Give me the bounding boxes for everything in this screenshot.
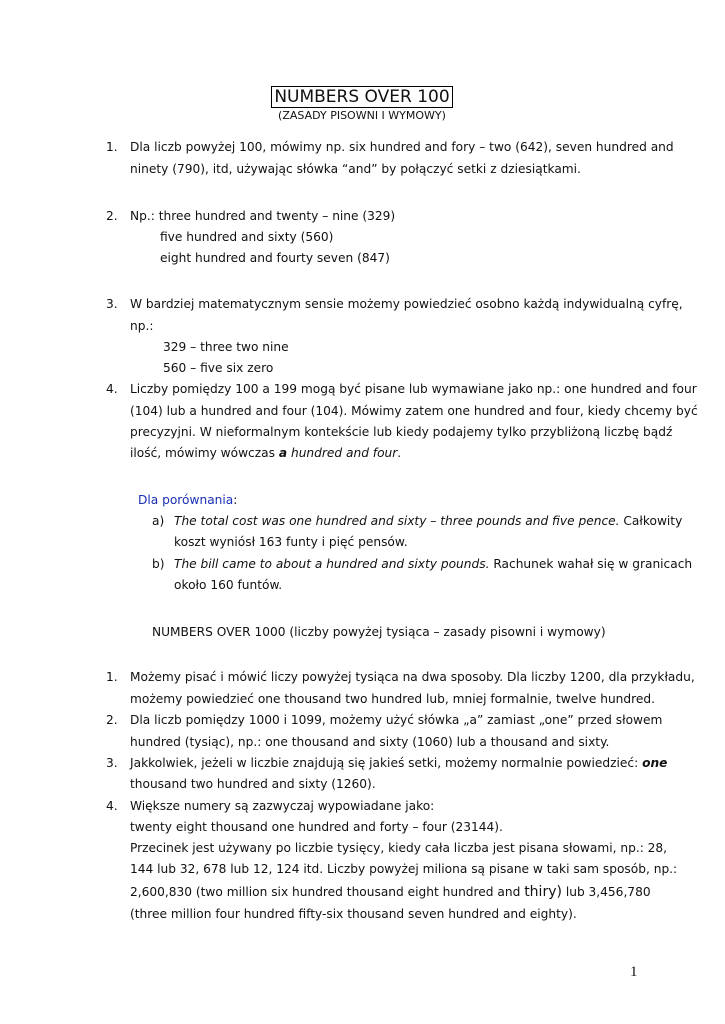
paragraph-line xyxy=(130,756,667,770)
list-number: 1. xyxy=(106,140,118,154)
page-number: 1 xyxy=(630,964,638,980)
list-number: 2. xyxy=(106,209,118,223)
text-run-large: thiry) xyxy=(524,884,562,900)
text-run: . xyxy=(397,446,402,460)
paragraph-line xyxy=(174,514,682,528)
translation: Rachunek wahał się w granicach xyxy=(489,557,693,571)
paragraph-line: (three million four hundred fifty-six thousand seven hundred and eighty). xyxy=(130,907,577,921)
example-line: 329 – three two nine xyxy=(163,340,289,354)
paragraph-line xyxy=(174,557,692,571)
text-run: Jakkolwiek, jeżeli w liczbie znajdują się jakieś setki, możemy normalnie powiedzieć: xyxy=(130,756,643,770)
list-marker: a) xyxy=(152,514,165,528)
example-sentence: The total cost was one hundred and sixty – three pounds and five pence. xyxy=(174,514,620,528)
paragraph-line: Większe numery są zazwyczaj wypowiadane jako: xyxy=(130,799,435,813)
text-run: 2,600,830 (two million six hundred thousand eight hundred and xyxy=(130,885,525,899)
paragraph-line: Dla liczb pomiędzy 1000 i 1099, możemy użyć słówka „a” zamiast „one” przed słowem xyxy=(130,713,663,727)
paragraph-line xyxy=(130,884,651,900)
paragraph-line: około 160 funtów. xyxy=(174,578,283,592)
paragraph-line: Dla liczb powyżej 100, mówimy np. six hundred and fory – two (642), seven hundred and xyxy=(130,140,674,154)
example-line: eight hundred and fourty seven (847) xyxy=(160,251,390,265)
list-number: 2. xyxy=(106,713,118,727)
list-number: 3. xyxy=(106,297,118,311)
list-number: 1. xyxy=(106,670,118,684)
example-line: 560 – five six zero xyxy=(163,361,274,375)
translation: Całkowity xyxy=(619,514,683,528)
page-title: NUMBERS OVER 100 xyxy=(271,86,453,108)
paragraph-line: Przecinek jest używany po liczbie tysięcy, kiedy cała liczba jest pisana słowami, np.: 28, xyxy=(130,841,668,855)
comparison-colon: : xyxy=(233,493,238,507)
list-number: 3. xyxy=(106,756,118,770)
paragraph-line: Możemy pisać i mówić liczy powyżej tysiąca na dwa sposoby. Dla liczby 1200, dla przykładu, xyxy=(130,670,695,684)
paragraph-line: Np.: three hundred and twenty – nine (329) xyxy=(130,209,396,223)
list-number: 4. xyxy=(106,382,118,396)
paragraph-line: hundred (tysiąc), np.: one thousand and sixty (1060) lub a thousand and sixty. xyxy=(130,735,610,749)
paragraph-line: koszt wyniósł 163 funty i pięć pensów. xyxy=(174,535,408,549)
paragraph-line: twenty eight thousand one hundred and forty – four (23144). xyxy=(130,820,503,834)
paragraph-line: ninety (790), itd, używając słówka “and” by połączyć setki z dziesiątkami. xyxy=(130,162,581,176)
paragraph-line: thousand two hundred and sixty (1260). xyxy=(130,777,376,791)
emphasis-text: hundred and four xyxy=(287,446,398,460)
paragraph-line xyxy=(130,446,401,460)
emphasis-one: one xyxy=(642,756,668,770)
text-run: lub 3,456,780 xyxy=(561,885,651,899)
comparison-heading xyxy=(138,493,237,507)
emphasis-a: a xyxy=(278,446,288,460)
comparison-label: Dla porównania xyxy=(138,493,234,507)
list-marker: b) xyxy=(152,557,165,571)
paragraph-line: np.: xyxy=(130,319,154,333)
paragraph-line: W bardziej matematycznym sensie możemy powiedzieć osobno każdą indywidualną cyfrę, xyxy=(130,297,683,311)
paragraph-line: precyzyjni. W nieformalnym kontekście lub kiedy podajemy tylko przybliżoną liczbę bądź xyxy=(130,425,673,439)
paragraph-line: możemy powiedzieć one thousand two hundred lub, mniej formalnie, twelve hundred. xyxy=(130,692,655,706)
page-subtitle: (ZASADY PISOWNI I WYMOWY) xyxy=(278,109,446,122)
example-line: five hundred and sixty (560) xyxy=(160,230,334,244)
text-run: ilość, mówimy wówczas xyxy=(130,446,279,460)
paragraph-line: Liczby pomiędzy 100 a 199 mogą być pisane lub wymawiane jako np.: one hundred and four xyxy=(130,382,697,396)
paragraph-line: 144 lub 32, 678 lub 12, 124 itd. Liczby powyżej miliona są pisane w taki sam sposób, np.: xyxy=(130,862,678,876)
section-heading: NUMBERS OVER 1000 (liczby powyżej tysiąca – zasady pisowni i wymowy) xyxy=(152,625,606,639)
list-number: 4. xyxy=(106,799,118,813)
example-sentence: The bill came to about a hundred and sixty pounds. xyxy=(174,557,490,571)
paragraph-line: (104) lub a hundred and four (104). Mówimy zatem one hundred and four, kiedy chcemy być xyxy=(130,404,698,418)
